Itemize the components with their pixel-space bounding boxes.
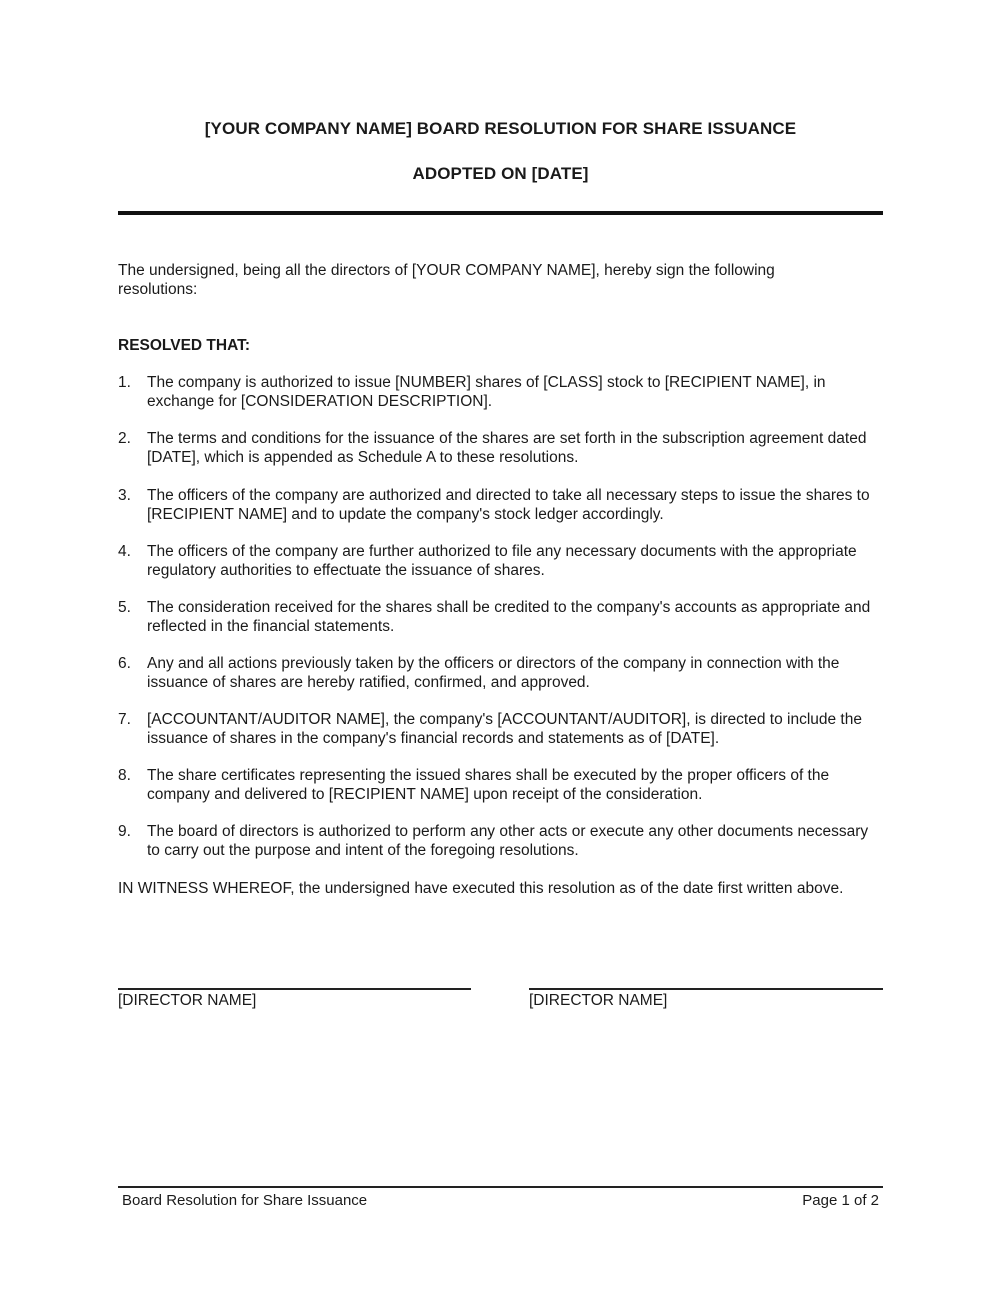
resolution-text: The company is authorized to issue [NUMBER] shares of [CLASS] stock to [RECIPIENT NAME], in exchange for [CONSIDERATION DESCRIPTION].: [147, 374, 826, 410]
intro-paragraph: The undersigned, being all the directors of [YOUR COMPANY NAME], hereby sign the following resolutions:: [118, 262, 775, 298]
document-title: [YOUR COMPANY NAME] BOARD RESOLUTION FOR SHARE ISSUANCE: [204, 119, 797, 138]
resolution-text: [ACCOUNTANT/AUDITOR NAME], the company's [ACCOUNTANT/AUDITOR], is directed to include the issuance of shares in the company's financial records and statements as of [DATE].: [147, 711, 862, 747]
signatory-name: [DIRECTOR NAME]: [118, 992, 257, 1009]
signature-line: [118, 988, 471, 990]
resolution-number: 6.: [118, 655, 131, 672]
resolved-heading: RESOLVED THAT:: [118, 337, 251, 354]
resolution-number: 8.: [118, 767, 131, 784]
resolution-text: The officers of the company are authorized and directed to take all necessary steps to issue the shares to [RECIPIENT NAME] and to update the company's stock ledger accordingly.: [147, 487, 870, 523]
resolution-text: The officers of the company are further authorized to file any necessary documents with the appropriate regulatory authorities to effectuate the issuance of shares.: [147, 543, 857, 579]
resolution-number: 1.: [118, 374, 131, 391]
signature-line: [529, 988, 883, 990]
resolution-text: The terms and conditions for the issuance of the shares are set forth in the subscription agreement dated [DATE], which is appended as Schedule A to these resolutions.: [147, 430, 867, 466]
signatory-name: [DIRECTOR NAME]: [529, 992, 668, 1009]
footer-document-name: Board Resolution for Share Issuance: [122, 1192, 368, 1209]
resolution-number: 5.: [118, 599, 131, 616]
resolution-text: The board of directors is authorized to perform any other acts or execute any other documents necessary to carry out the purpose and intent of the foregoing resolutions.: [147, 823, 869, 859]
witness-paragraph: IN WITNESS WHEREOF, the undersigned have executed this resolution as of the date first written above.: [118, 880, 844, 897]
resolution-text: The consideration received for the shares shall be credited to the company's accounts as appropriate and reflected in the financial statements.: [147, 599, 871, 635]
document-subtitle: ADOPTED ON [DATE]: [412, 164, 589, 183]
header-divider: [118, 211, 883, 215]
resolution-text: The share certificates representing the issued shares shall be executed by the proper officers of the company and delivered to [RECIPIENT NAME] upon receipt of the consideration.: [147, 767, 830, 803]
footer-page-number: Page 1 of 2: [802, 1192, 879, 1209]
resolution-number: 9.: [118, 823, 131, 840]
resolution-number: 2.: [118, 430, 131, 447]
resolution-number: 3.: [118, 487, 131, 504]
footer-divider: [118, 1186, 883, 1188]
resolution-text: Any and all actions previously taken by the officers or directors of the company in connection with the issuance of shares are hereby ratified, confirmed, and approved.: [147, 655, 840, 691]
resolution-number: 4.: [118, 543, 131, 560]
resolution-number: 7.: [118, 711, 131, 728]
